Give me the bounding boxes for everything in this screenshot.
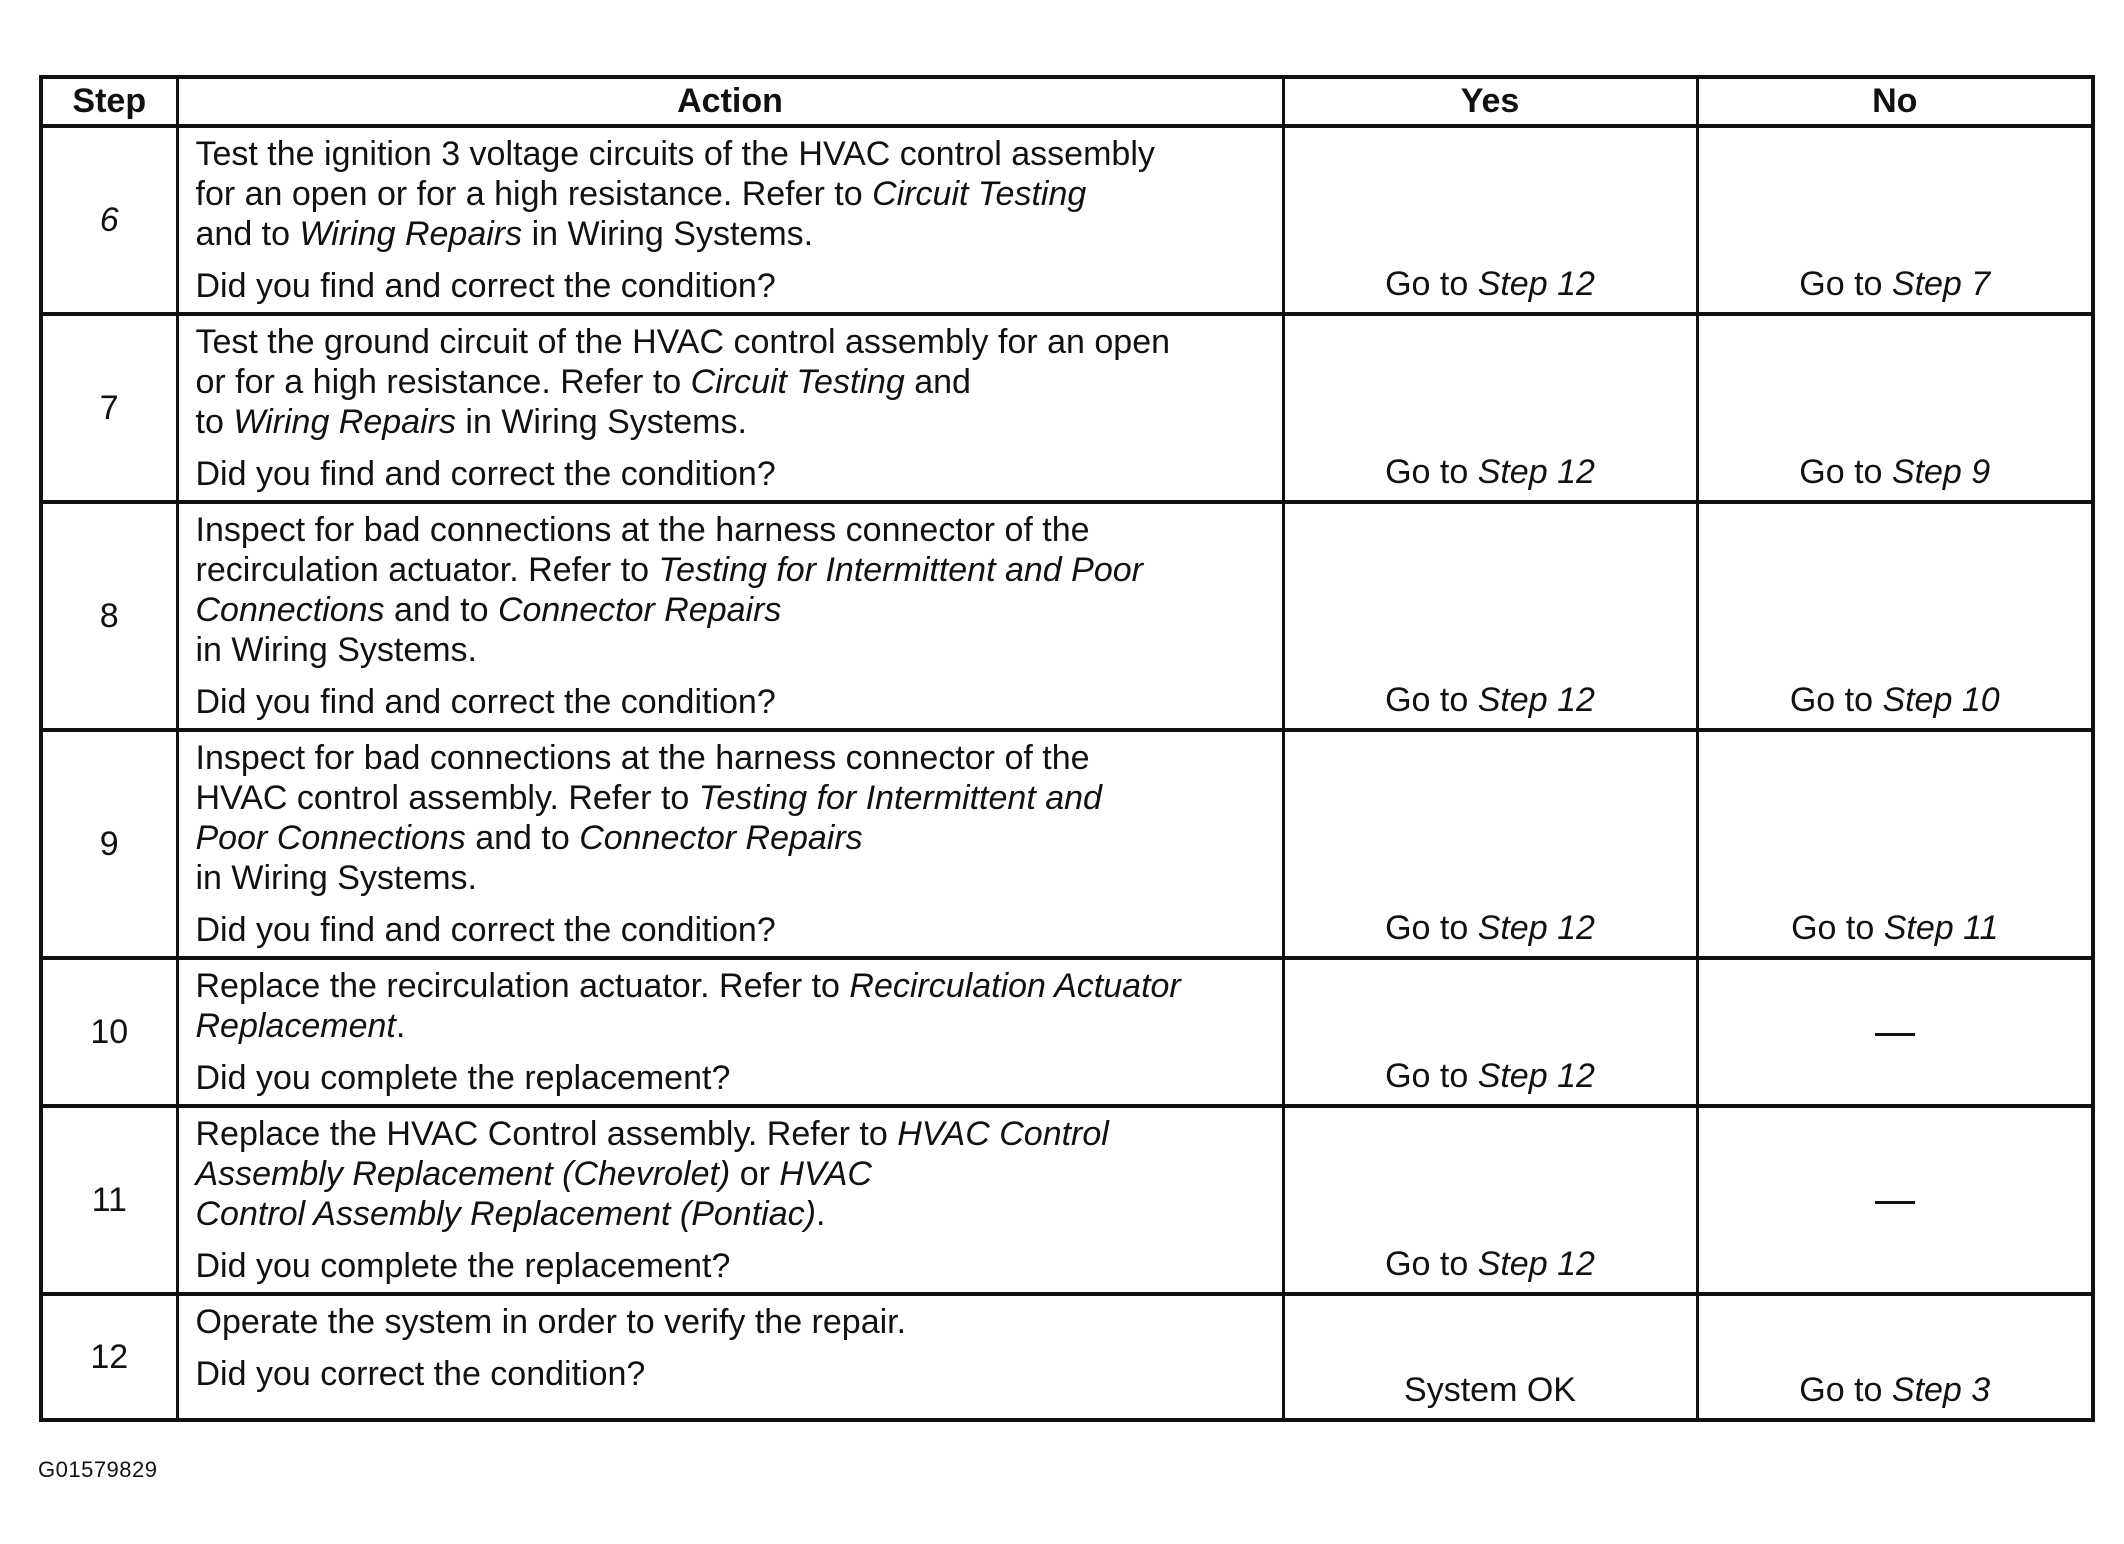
action-text-segment: .: [815, 1195, 826, 1233]
action-text: [196, 966, 1272, 1046]
yes-result: [1283, 1106, 1697, 1294]
action-cell: [177, 1106, 1283, 1294]
reference-link-text: Connector Repairs: [579, 819, 863, 857]
no-result-prefix: Go to: [1789, 681, 1883, 719]
action-text: [196, 738, 1272, 898]
step-number: 8: [41, 502, 177, 730]
reference-link-text: Testing for Intermittent and Poor Connections: [195, 779, 1102, 857]
table-row: [41, 1106, 2093, 1294]
no-result-prefix: Go to: [1799, 265, 1892, 303]
yes-result: [1283, 502, 1697, 730]
reference-link-text: Wiring Repairs: [299, 215, 523, 253]
yes-result-prefix: System OK: [1404, 1371, 1576, 1409]
action-text-segment: and to: [195, 363, 971, 441]
action-cell: [177, 958, 1283, 1106]
action-question: Did you find and correct the condition?: [195, 455, 776, 493]
reference-link-text: Testing for Intermittent and Poor Connections: [195, 551, 1143, 629]
action-text-segment: Test the ignition 3 voltage circuits of the HVAC control assembly for an open or for a high resistance. Refer to: [195, 135, 1155, 213]
yes-result-prefix: Go to: [1385, 1245, 1478, 1283]
step-number: 7: [41, 314, 177, 502]
yes-step-reference: Step 12: [1477, 453, 1595, 491]
no-result: [1697, 126, 2093, 314]
action-text-segment: Inspect for bad connections at the harness connector of the recirculation actuator. Refer to: [195, 511, 1090, 589]
no-result: [1697, 314, 2093, 502]
table-row: [41, 1294, 2093, 1420]
reference-link-text: Wiring Repairs: [233, 403, 456, 441]
no-step-reference: Step 11: [1883, 909, 1999, 947]
step-number: 11: [41, 1106, 177, 1294]
action-text-segment: Replace the recirculation actuator. Refer to: [195, 967, 850, 1005]
action-text-segment: Replace the HVAC Control assembly. Refer to: [195, 1115, 898, 1153]
yes-result-prefix: Go to: [1385, 681, 1478, 719]
yes-step-reference: Step 12: [1477, 681, 1595, 719]
no-result: [1697, 502, 2093, 730]
no-result-prefix: Go to: [1799, 1371, 1892, 1409]
no-result: [1697, 1106, 2093, 1294]
yes-result-prefix: Go to: [1385, 909, 1478, 947]
action-cell: [177, 730, 1283, 958]
no-result-prefix: Go to: [1791, 909, 1884, 947]
action-question: Did you complete the replacement?: [195, 1247, 731, 1285]
yes-result: [1283, 730, 1697, 958]
action-text-segment: and to: [465, 819, 580, 857]
action-text-segment: or: [730, 1155, 780, 1193]
reference-link-text: HVAC Control Assembly Replacement (Pontiac): [195, 1155, 872, 1233]
action-text-segment: in Wiring Systems.: [195, 631, 477, 669]
no-step-reference: Step 10: [1882, 681, 2000, 719]
no-result: [1697, 730, 2093, 958]
header-row: [41, 77, 2093, 126]
action-question: Did you correct the condition?: [195, 1355, 646, 1393]
action-text: [196, 322, 1272, 442]
no-step-reference: Step 7: [1891, 265, 1991, 303]
action-text: [196, 1114, 1272, 1234]
action-text-segment: and to: [384, 591, 498, 629]
table-body: [41, 126, 2093, 1420]
action-text-segment: .: [395, 1007, 406, 1045]
yes-step-reference: Step 12: [1477, 265, 1595, 303]
yes-step-reference: Step 12: [1477, 909, 1595, 947]
reference-link-text: Circuit Testing: [690, 363, 905, 401]
yes-result-prefix: Go to: [1385, 453, 1478, 491]
action-text: [196, 1302, 1272, 1342]
header-step: Step: [41, 77, 177, 126]
reference-link-text: Recirculation Actuator Replacement: [195, 967, 1181, 1045]
action-cell: [177, 126, 1283, 314]
step-number: 10: [41, 958, 177, 1106]
yes-result: [1283, 1294, 1697, 1420]
yes-step-reference: Step 12: [1477, 1057, 1595, 1095]
no-step-reference: Step 3: [1891, 1371, 1991, 1409]
action-text: [196, 134, 1272, 254]
action-text: [196, 510, 1272, 670]
figure-id: G01579829: [38, 1457, 158, 1482]
header-yes: Yes: [1283, 77, 1697, 126]
reference-link-text: Circuit Testing: [872, 175, 1087, 213]
yes-result-prefix: Go to: [1385, 1057, 1478, 1095]
table-row: [41, 126, 2093, 314]
table-row: [41, 730, 2093, 958]
action-question: Did you find and correct the condition?: [195, 683, 776, 721]
no-result: [1697, 1294, 2093, 1420]
action-question: Did you find and correct the condition?: [195, 267, 776, 305]
action-text-segment: in Wiring Systems.: [455, 403, 747, 441]
table-row: [41, 958, 2093, 1106]
yes-result: [1283, 126, 1697, 314]
dash-mark: [1875, 1033, 1915, 1036]
table-row: [41, 502, 2093, 730]
header-no: No: [1697, 77, 2093, 126]
action-cell: [177, 314, 1283, 502]
yes-result: [1283, 314, 1697, 502]
action-text-segment: Test the ground circuit of the HVAC control assembly for an open or for a high resistance. Refer to: [195, 323, 1171, 401]
step-number: 6: [41, 126, 177, 314]
action-text-segment: in Wiring Systems.: [522, 215, 814, 253]
diagnostic-table: [39, 75, 2095, 1422]
action-text-segment: Operate the system in order to verify the repair.: [195, 1303, 907, 1341]
no-result-prefix: Go to: [1799, 453, 1892, 491]
action-text-segment: Inspect for bad connections at the harness connector of the HVAC control assembly. Refer to: [195, 739, 1090, 817]
action-cell: [177, 1294, 1283, 1420]
header-action: Action: [177, 77, 1283, 126]
table-row: [41, 314, 2093, 502]
step-number: 9: [41, 730, 177, 958]
reference-link-text: Connector Repairs: [497, 591, 782, 629]
action-text-segment: and to: [195, 215, 291, 253]
action-text-segment: in Wiring Systems.: [195, 859, 477, 897]
dash-mark: [1875, 1201, 1915, 1204]
action-cell: [177, 502, 1283, 730]
action-question: Did you complete the replacement?: [195, 1059, 731, 1097]
yes-result-prefix: Go to: [1385, 265, 1478, 303]
reference-link-text: HVAC Control Assembly Replacement (Chevrolet): [195, 1115, 1109, 1193]
yes-step-reference: Step 12: [1477, 1245, 1595, 1283]
no-step-reference: Step 9: [1891, 453, 1991, 491]
step-number: 12: [41, 1294, 177, 1420]
action-question: Did you find and correct the condition?: [195, 911, 776, 949]
yes-result: [1283, 958, 1697, 1106]
no-result: [1697, 958, 2093, 1106]
